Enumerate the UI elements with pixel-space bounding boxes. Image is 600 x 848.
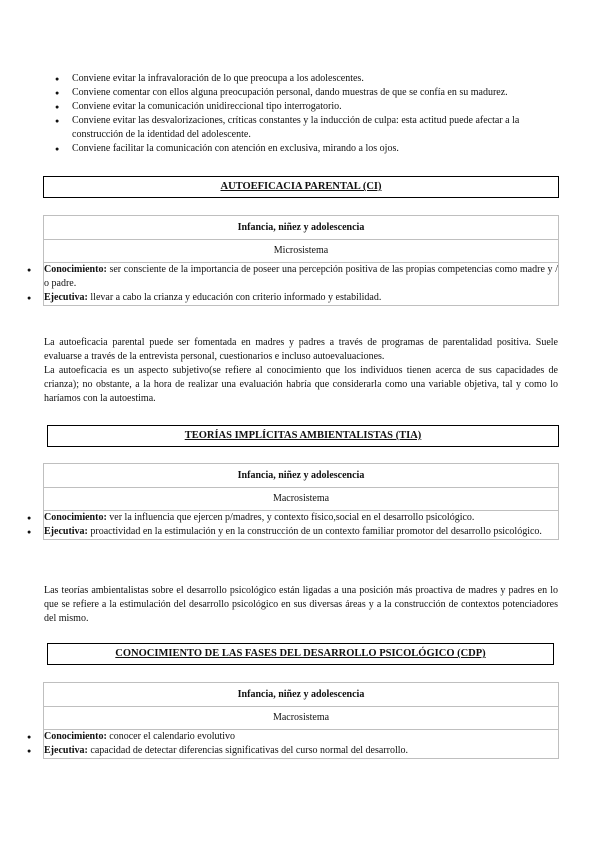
table-header: Infancia, niñez y adolescencia (44, 464, 558, 488)
item-label: Ejecutiva: (44, 526, 88, 537)
item-text: conocer el calendario evolutivo (109, 731, 236, 742)
list-item (44, 511, 558, 525)
paragraph: La autoeficacia es un aspecto subjetivo(se refiere al conocimiento que los individuos tienen acerca de sus capacidades de crianza); no obstante, a la hora de realizar una evaluación habría que considerarla como una variable objetiva, tal y como lo haríamos con la autoestima. (44, 365, 558, 404)
item-text: ser consciente de la importancia de poseer una percepción positiva de las propias competencias como madre y / o padre. (44, 264, 558, 289)
table-header: Infancia, niñez y adolescencia (44, 216, 558, 240)
item-text: capacidad de detectar diferencias significativas del curso normal del desarrollo. (90, 745, 409, 756)
list-item: ● Conviene facilitar la comunicación con atención en exclusiva, mirando a los ojos. (55, 142, 565, 156)
list-item (44, 744, 558, 758)
table-header: Infancia, niñez y adolescencia (44, 683, 558, 707)
item-label: Conocimiento: (44, 264, 107, 275)
item-label: Ejecutiva: (44, 292, 88, 303)
list-item: ● Conviene evitar las desvalorizaciones, críticas constantes y la inducción de culpa: esta actitud puede afectar a la construcción de la identidad del adolescente. (55, 114, 565, 142)
list-item (44, 263, 558, 291)
table-system: Macrosistema (44, 488, 558, 511)
section-body-tia (44, 584, 558, 626)
list-item: ● Conviene evitar la comunicación unidireccional tipo interrogatorio. (55, 100, 565, 114)
table-items (44, 263, 558, 305)
list-item (44, 730, 558, 744)
table-items (44, 511, 558, 539)
competence-table-ci (43, 215, 559, 306)
item-label: Ejecutiva: (44, 745, 88, 756)
section-body-ci (44, 336, 558, 406)
competence-table-cdp (43, 682, 559, 759)
table-items (44, 730, 558, 758)
competence-table-tia (43, 463, 559, 540)
section-title-autoeficacia: AUTOEFICACIA PARENTAL (CI) (43, 176, 559, 198)
list-item: ● Conviene comentar con ellos alguna preocupación personal, dando muestras de que se confía en su madurez. (55, 86, 565, 100)
list-item (44, 291, 558, 305)
item-label: Conocimiento: (44, 512, 107, 523)
item-text: ver la influencia que ejercen p/madres, y contexto físico,social en el desarrollo psicológico. (109, 512, 475, 523)
paragraph: La autoeficacia parental puede ser fomentada en madres y padres a través de programas de parentalidad positiva. Suele evaluarse a través de la entrevista personal, cuestionarios e incluso autoevaluaciones. (44, 337, 558, 362)
table-system: Microsistema (44, 240, 558, 263)
list-item (44, 525, 558, 539)
section-title-tia: TEORÍAS IMPLÍCITAS AMBIENTALISTAS (TIA) (47, 425, 559, 447)
table-system: Macrosistema (44, 707, 558, 730)
intro-recommendations-list (55, 72, 565, 156)
paragraph: Las teorías ambientalistas sobre el desarrollo psicológico están ligadas a una posición más proactiva de madres y padres en lo que se refiere a la estimulación del desarrollo psicológico en sus diversas áreas y a la construcción de contextos potenciadores del mismo. (44, 585, 558, 624)
item-text: llevar a cabo la crianza y educación con criterio informado y estabilidad. (90, 292, 382, 303)
item-text: proactividad en la estimulación y en la construcción de un contexto familiar promotor del desarrollo psicológico. (90, 526, 542, 537)
list-item: ● Conviene evitar la infravaloración de lo que preocupa a los adolescentes. (55, 72, 565, 86)
section-title-cdp: CONOCIMIENTO DE LAS FASES DEL DESARROLLO PSICOLÓGICO (CDP) (47, 643, 554, 665)
item-label: Conocimiento: (44, 731, 107, 742)
